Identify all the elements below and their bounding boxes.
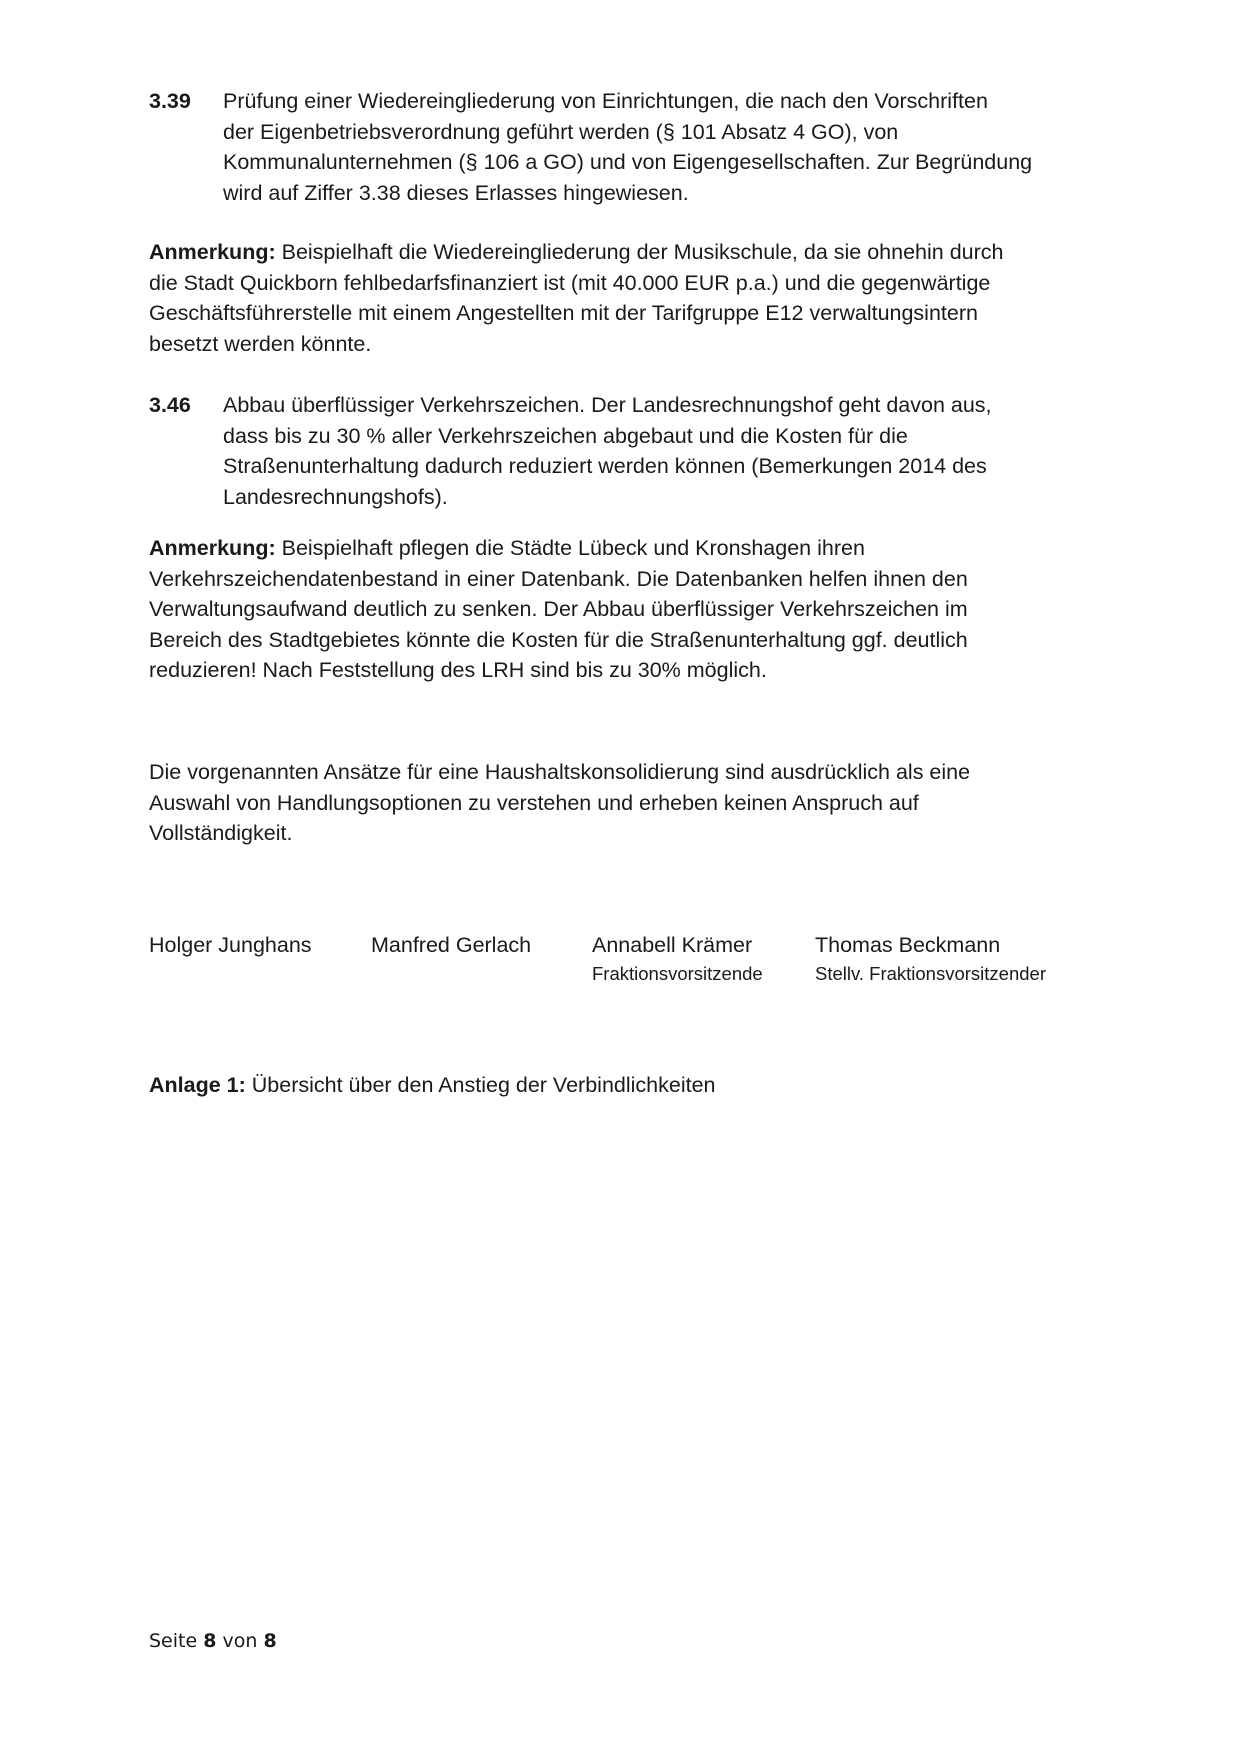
- signature-row: [149, 930, 1099, 1000]
- text-line: die Stadt Quickborn fehlbedarfsfinanziert ist (mit 40.000 EUR p.a.) und die gegenwärtige: [149, 270, 991, 295]
- attachment-note: [149, 1070, 1099, 1101]
- text-line: Geschäftsführerstelle mit einem Angestellten mit der Tarifgruppe E12 verwaltungsintern: [149, 301, 978, 325]
- footer-middle: von: [216, 1630, 264, 1652]
- page-footer: [149, 1628, 277, 1654]
- text-line: [149, 1070, 1099, 1101]
- text-line: Abbau überflüssiger Verkehrszeichen. Der Landesrechnungshof geht davon aus,: [223, 393, 992, 417]
- section-text: [223, 390, 1099, 512]
- footer-prefix: Seite: [149, 1630, 204, 1652]
- signatory-role: Fraktionsvorsitzende: [592, 962, 763, 984]
- text-line: besetzt werden könnte.: [149, 331, 372, 356]
- note-label: Anmerkung:: [149, 240, 276, 264]
- text-line: Landesrechnungshofs).: [223, 484, 448, 509]
- text-line: Straßenunterhaltung dadurch reduziert werden können (Bemerkungen 2014 des: [223, 454, 987, 478]
- text-line: dass bis zu 30 % aller Verkehrszeichen abgebaut und die Kosten für die: [223, 423, 908, 448]
- text-line: wird auf Ziffer 3.38 dieses Erlasses hingewiesen.: [223, 180, 689, 205]
- text-line: [149, 237, 1099, 268]
- text-line: Verkehrszeichendatenbestand in einer Datenbank. Die Datenbanken helfen ihnen den: [149, 566, 968, 591]
- text-line: Bereich des Stadtgebietes könnte die Kosten für die Straßenunterhaltung ggf. deutlich: [149, 627, 968, 652]
- signatory-name: Annabell Krämer: [592, 933, 753, 957]
- note-first-line: Beispielhaft die Wiedereingliederung der Musikschule, da sie ohnehin durch: [275, 240, 1004, 264]
- text-line: Verwaltungsaufwand deutlich zu senken. Der Abbau überflüssiger Verkehrszeichen im: [149, 597, 968, 621]
- note-3-46: [149, 533, 1099, 686]
- section-number: 3.39: [149, 89, 191, 113]
- section-3-46: [149, 390, 1099, 512]
- text-line: Die vorgenannten Ansätze für eine Haushaltskonsolidierung sind ausdrücklich als eine: [149, 760, 971, 784]
- text-line: Vollständigkeit.: [149, 821, 293, 845]
- attachment-label: Anlage 1:: [149, 1073, 246, 1097]
- note-3-39: [149, 237, 1099, 359]
- text-line: reduzieren! Nach Feststellung des LRH sind bis zu 30% möglich.: [149, 658, 767, 682]
- text-line: Kommunalunternehmen (§ 106 a GO) und von Eigengesellschaften. Zur Begründung: [223, 150, 1033, 174]
- note-label: Anmerkung:: [149, 536, 276, 560]
- signatory-name: Thomas Beckmann: [815, 933, 1001, 957]
- section-3-39: [149, 86, 1099, 208]
- signatory-name: Manfred Gerlach: [371, 933, 532, 957]
- note-first-line: Beispielhaft pflegen die Städte Lübeck und Kronshagen ihren: [275, 536, 865, 560]
- signature-block: [815, 930, 1046, 987]
- signature-block: [149, 930, 312, 961]
- attachment-text: Übersicht über den Anstieg der Verbindlichkeiten: [245, 1073, 716, 1097]
- signatory-name: Holger Junghans: [149, 933, 312, 957]
- text-line: der Eigenbetriebsverordnung geführt werden (§ 101 Absatz 4 GO), von: [223, 119, 899, 144]
- footer-current-page: 8: [203, 1630, 217, 1652]
- signature-block: [592, 930, 763, 987]
- section-number: 3.46: [149, 393, 191, 417]
- text-line: Auswahl von Handlungsoptionen zu verstehen und erheben keinen Anspruch auf: [149, 790, 919, 815]
- text-line: Prüfung einer Wiedereingliederung von Einrichtungen, die nach den Vorschriften: [223, 89, 988, 113]
- signature-block: [371, 930, 531, 961]
- text-line: [149, 533, 1099, 564]
- conclusion: [149, 757, 1099, 849]
- section-text: [223, 86, 1099, 208]
- signatory-role: Stellv. Fraktionsvorsitzender: [815, 962, 1046, 984]
- footer-total-pages: 8: [263, 1630, 277, 1652]
